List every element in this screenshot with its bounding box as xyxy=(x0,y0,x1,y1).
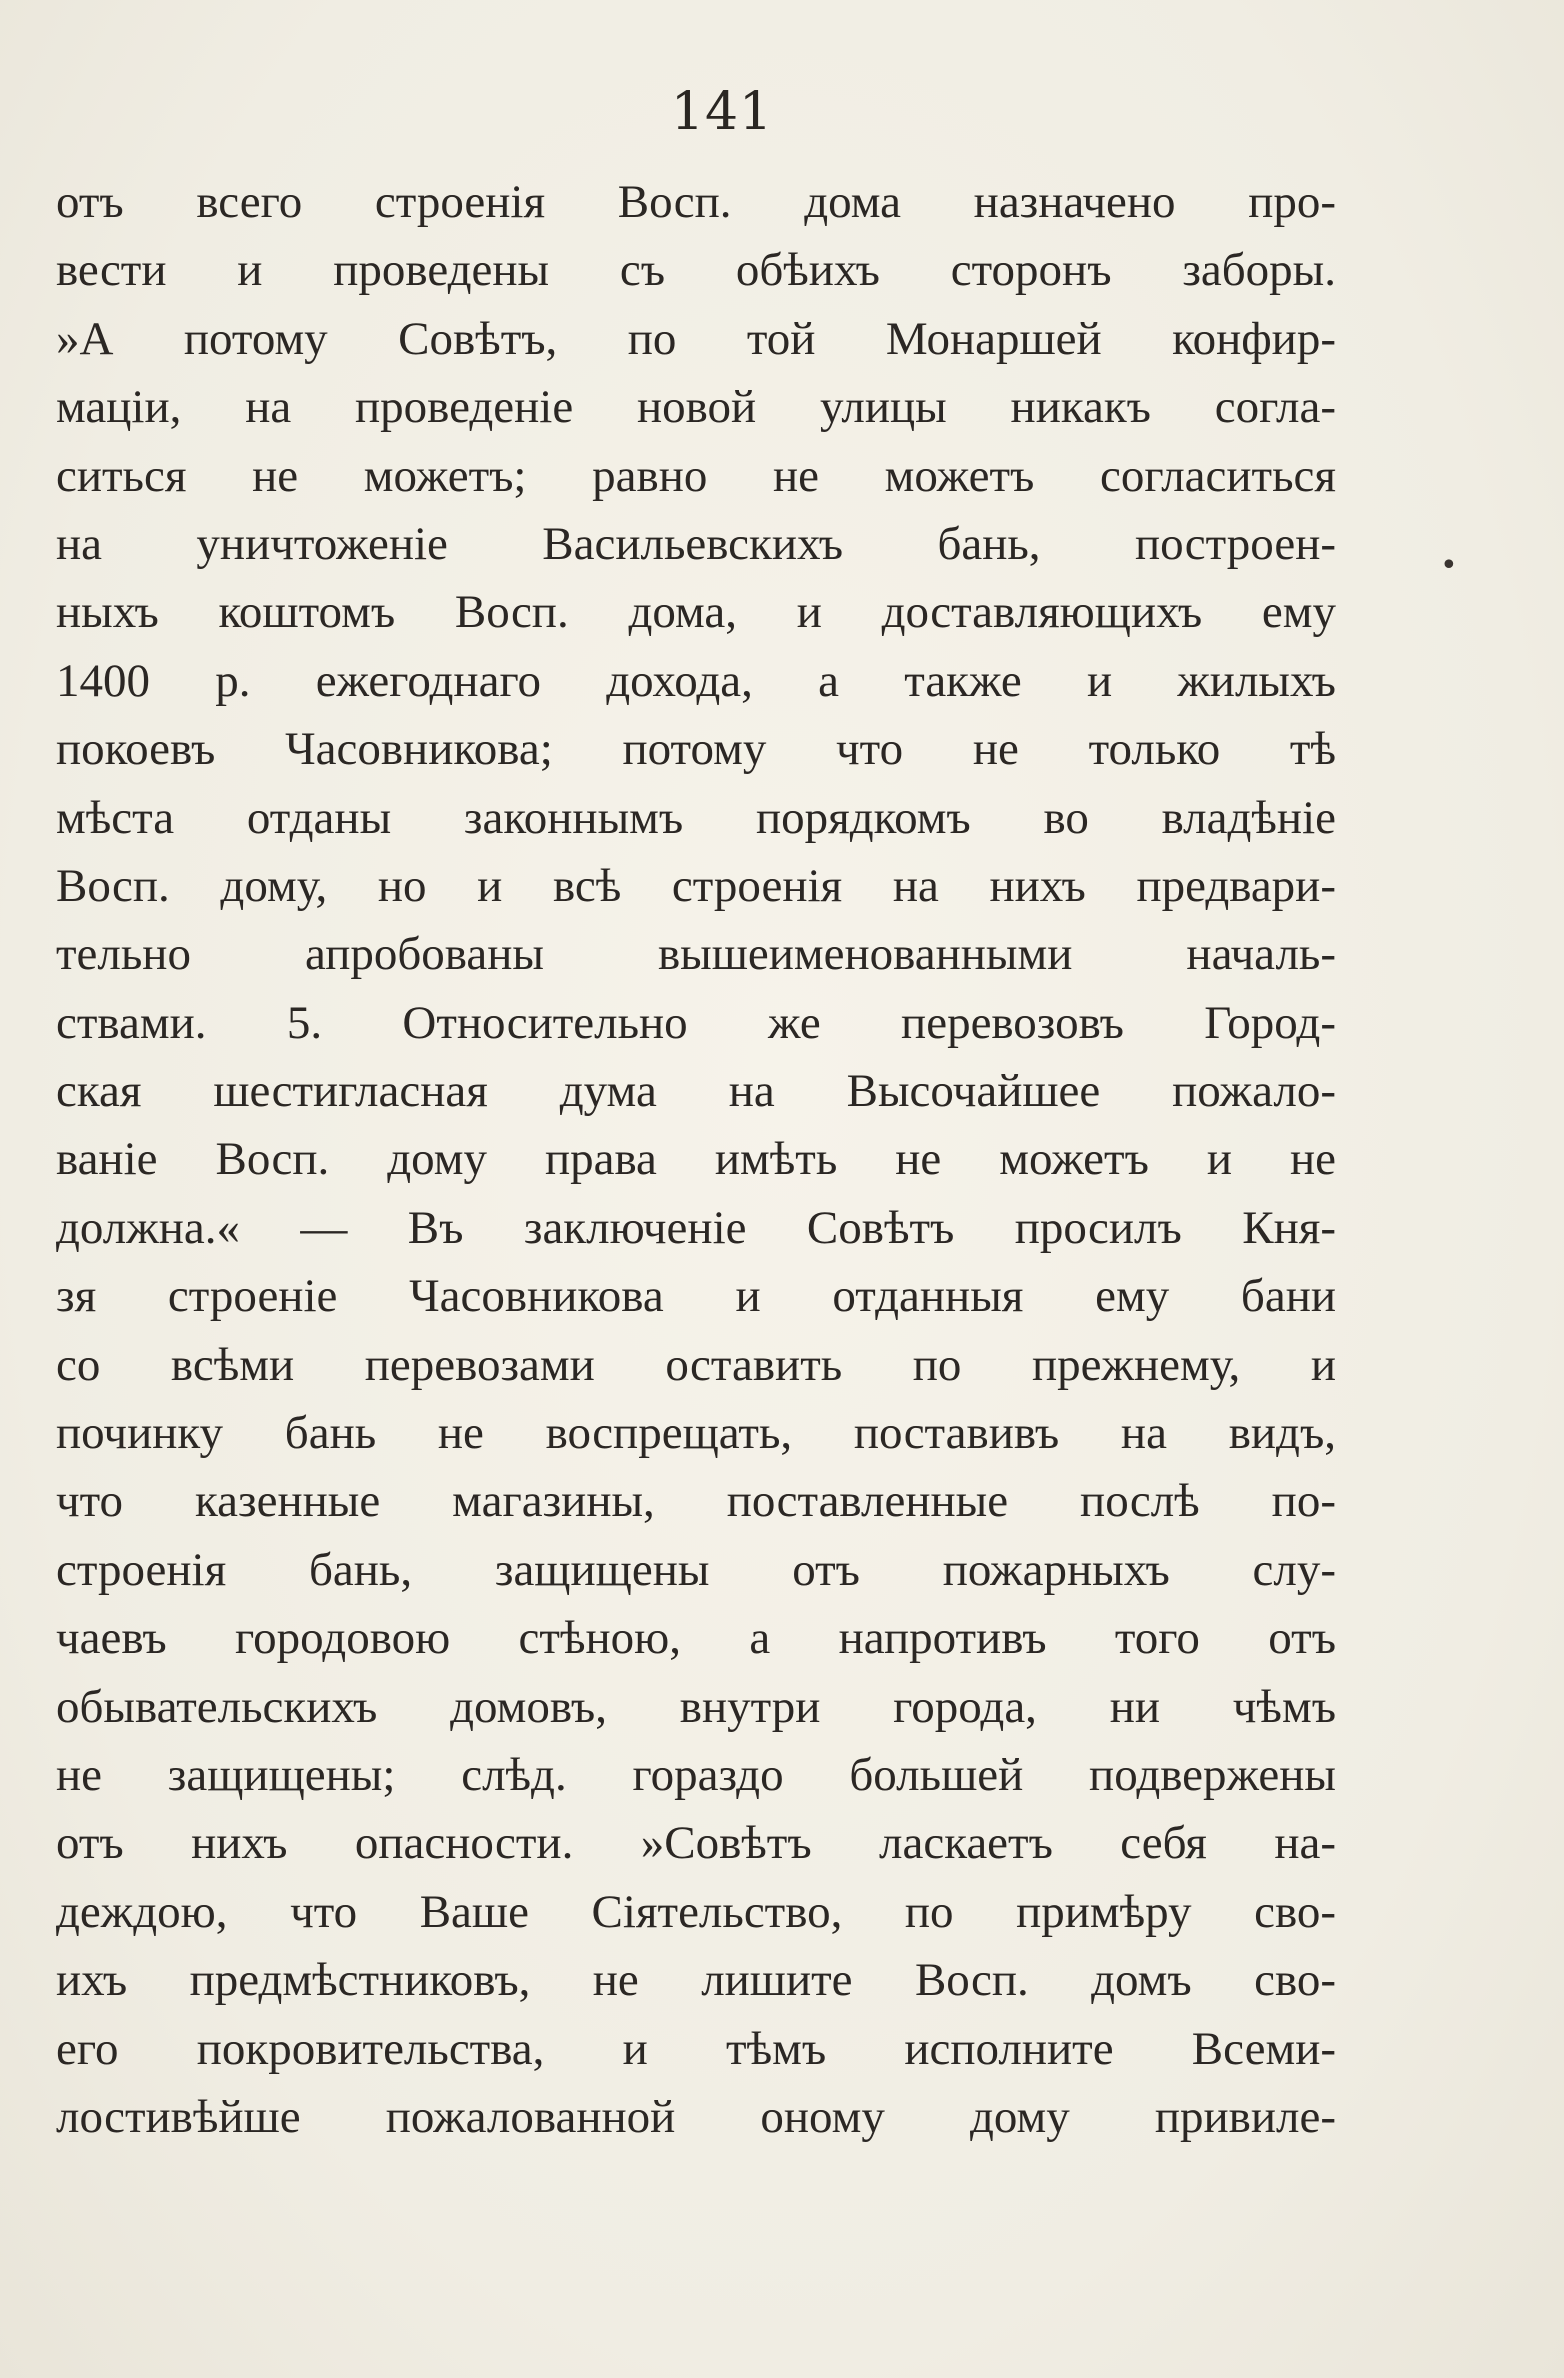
text-line: деждою, что Ваше Сіятельство, по примѣру сво- xyxy=(56,1885,1336,1938)
text-line: его покровительства, и тѣмъ исполните Всеми- xyxy=(56,2022,1336,2075)
text-line: обывательскихъ домовъ, внутри города, ни чѣмъ xyxy=(56,1680,1336,1733)
text-line: тельно апробованы вышеименованными началь- xyxy=(56,928,1336,981)
text-line: 1400 р. ежегоднаго дохода, а также и жилыхъ xyxy=(56,654,1336,707)
text-line: зя строеніе Часовникова и отданныя ему бани xyxy=(56,1270,1336,1323)
text-line: маціи, на проведеніе новой улицы никакъ согла- xyxy=(56,381,1336,434)
body-text xyxy=(56,168,1336,2151)
text-line: лостивѣйше пожалованной оному дому привиле- xyxy=(56,2090,1336,2143)
text-line: вести и проведены съ обѣихъ сторонъ заборы. xyxy=(56,244,1336,297)
text-line: ваніе Восп. дому права имѣть не можетъ и не xyxy=(56,1133,1336,1186)
text-line: починку бань не воспрещать, поставивъ на видъ, xyxy=(56,1407,1336,1460)
text-line: отъ всего строенія Восп. дома назначено про- xyxy=(56,176,1336,228)
text-line: на уничтоженіе Васильевскихъ бань, построен- xyxy=(56,517,1336,570)
text-line: Восп. дому, но и всѣ строенія на нихъ предвари- xyxy=(56,859,1336,912)
text-line: покоевъ Часовникова; потому что не только тѣ xyxy=(56,723,1336,776)
text-line: ствами. 5. Относительно же перевозовъ Город- xyxy=(56,996,1336,1049)
text-line: ская шестигласная дума на Высочайшее пожало- xyxy=(56,1065,1336,1118)
text-line: ихъ предмѣстниковъ, не лишите Восп. домъ сво- xyxy=(56,1954,1336,2007)
text-line: должна.« — Въ заключеніе Совѣтъ просилъ Кня- xyxy=(56,1201,1336,1254)
text-line: строенія бань, защищены отъ пожарныхъ слу- xyxy=(56,1543,1336,1596)
text-line: отъ нихъ опасности. »Совѣтъ ласкаетъ себя на- xyxy=(56,1817,1336,1870)
text-line: ныхъ коштомъ Восп. дома, и доставляющихъ ему xyxy=(56,586,1336,639)
margin-mark-icon: • xyxy=(1440,548,1458,583)
text-line: чаевъ городовою стѣною, а напротивъ того отъ xyxy=(56,1612,1336,1665)
text-line: со всѣми перевозами оставить по прежнему, и xyxy=(56,1338,1336,1391)
text-line: »А потому Совѣтъ, по той Монаршей конфир- xyxy=(56,312,1336,365)
page-number: 141 xyxy=(670,82,774,142)
text-line: что казенные магазины, поставленные послѣ по- xyxy=(56,1475,1336,1528)
text-line: мѣста отданы законнымъ порядкомъ во владѣніе xyxy=(56,791,1336,844)
text-line: ситься не можетъ; равно не можетъ согласиться xyxy=(56,449,1336,502)
text-line: не защищены; слѣд. гораздо большей подвержены xyxy=(56,1748,1336,1801)
